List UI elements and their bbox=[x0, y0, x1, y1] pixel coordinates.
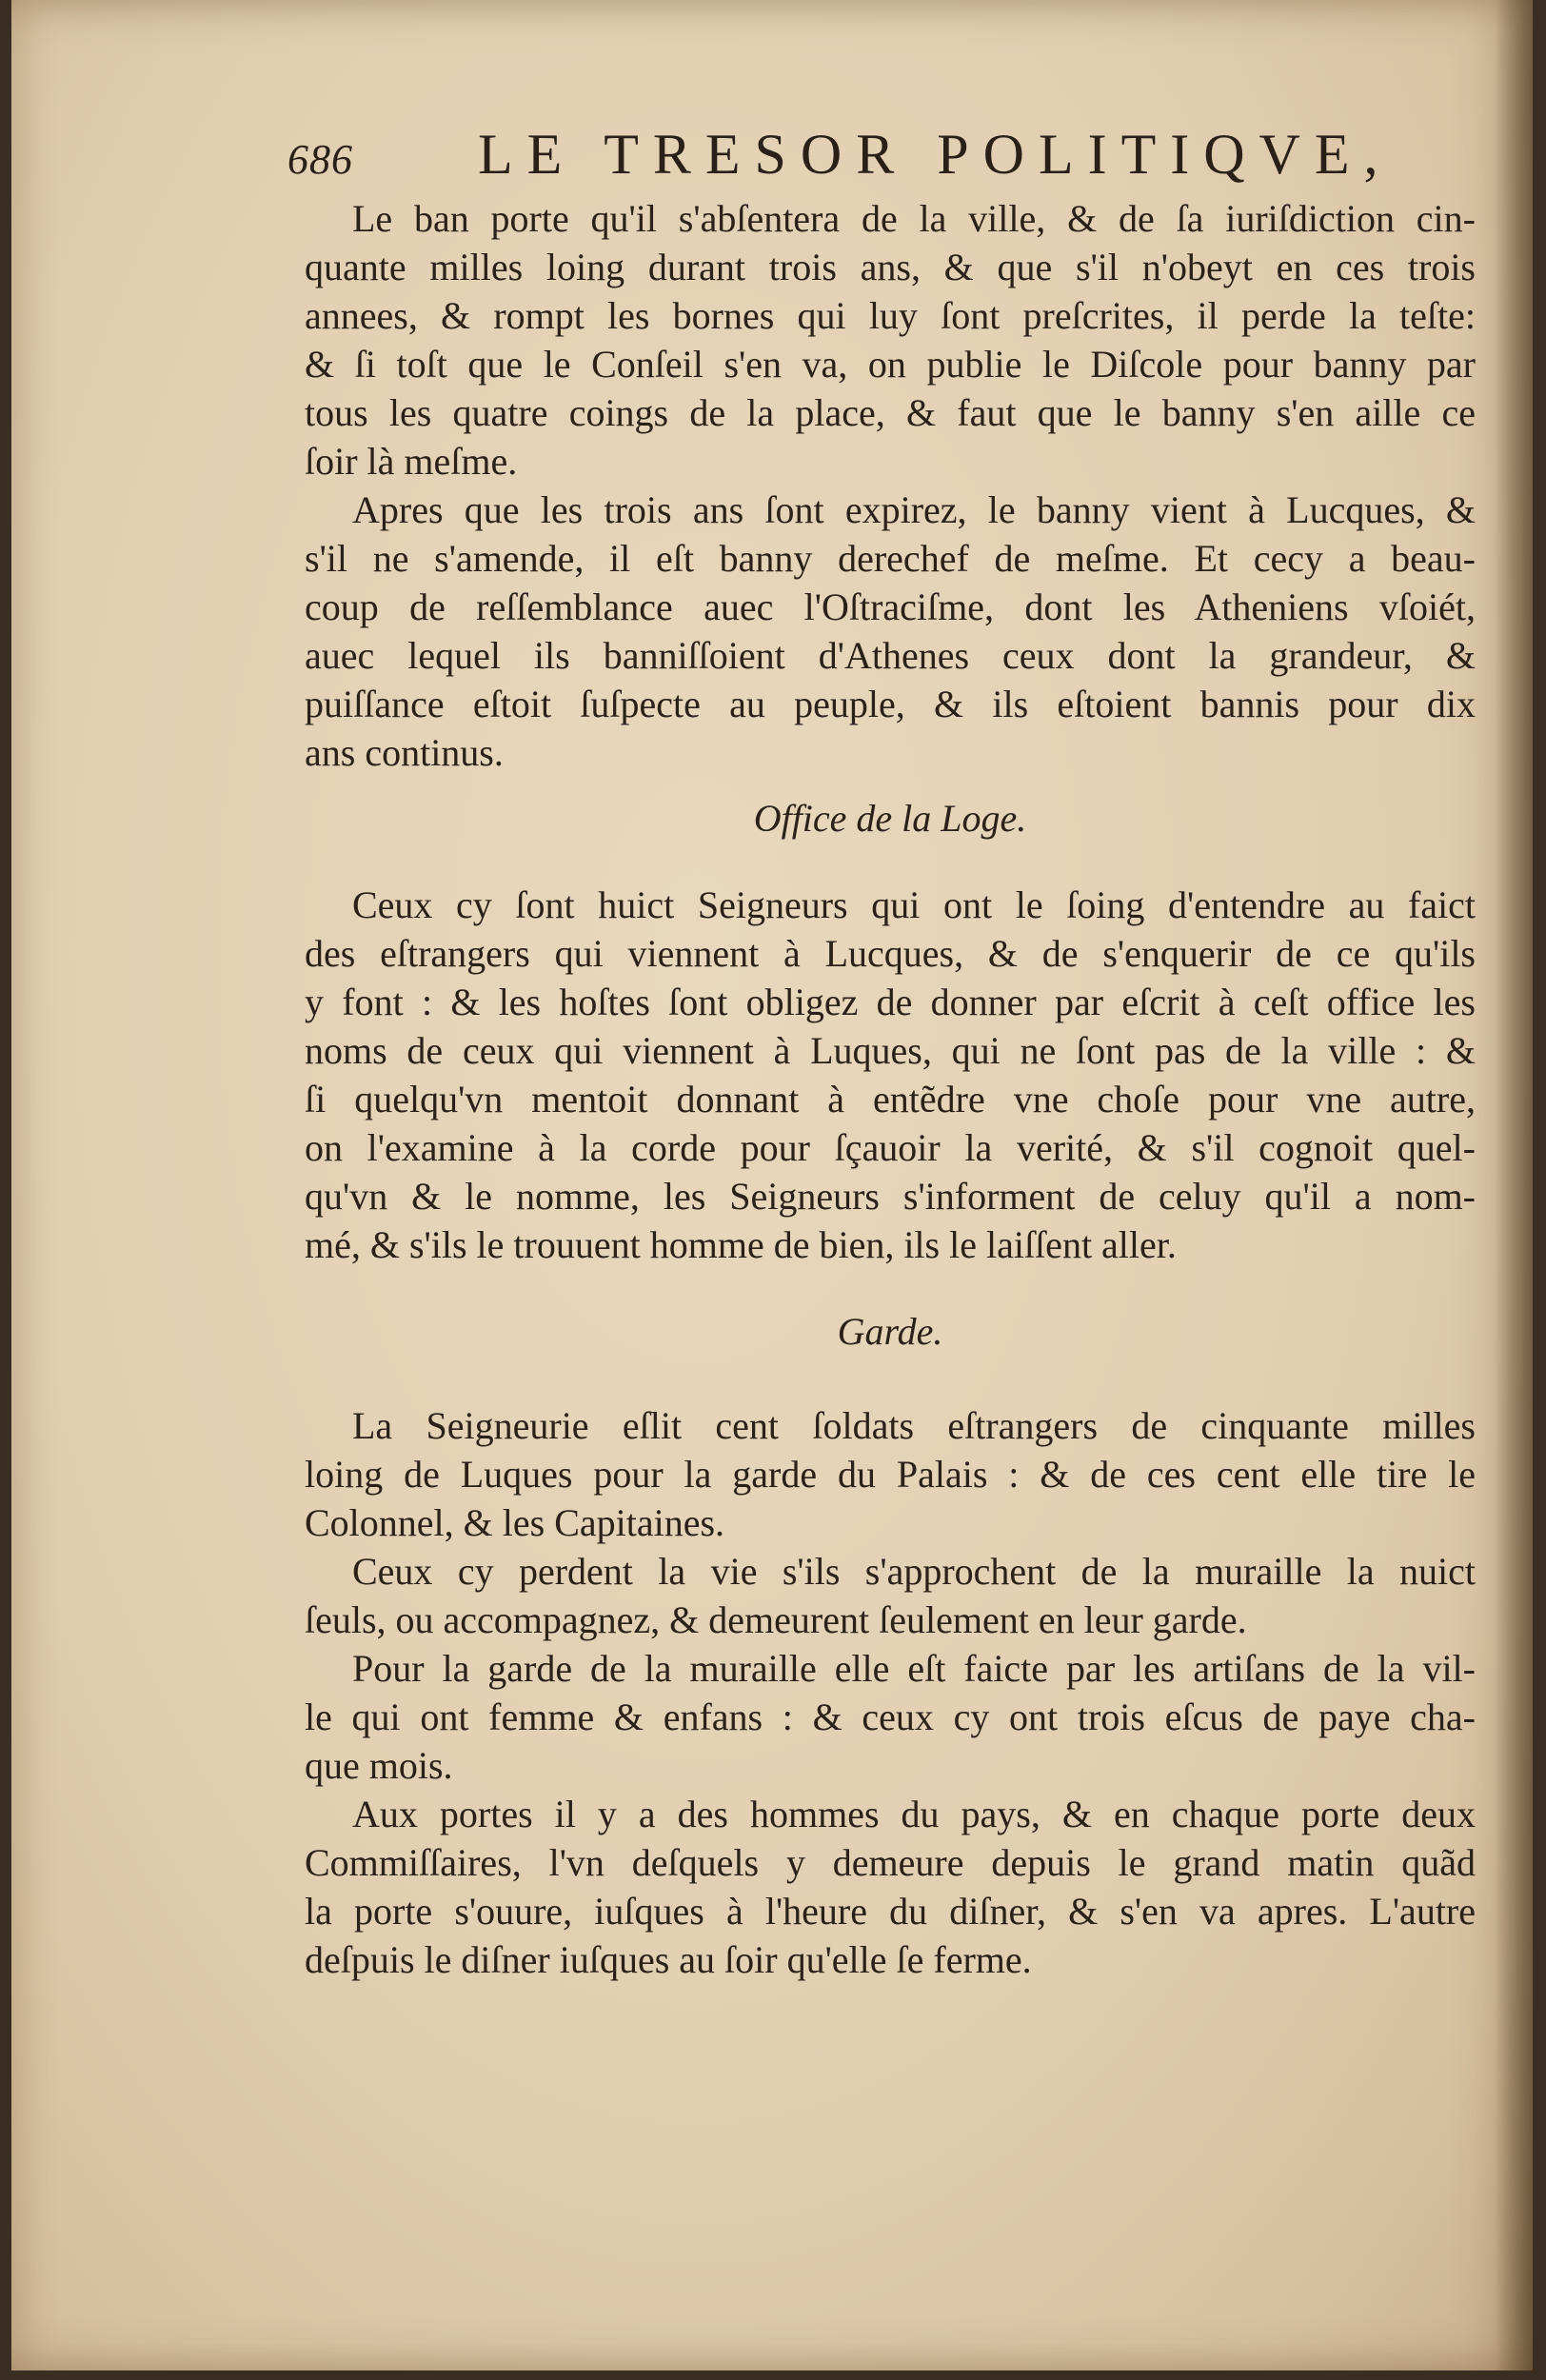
paragraph-6 bbox=[305, 1644, 1476, 1790]
page-header bbox=[287, 122, 1411, 188]
text-line: quante milles loing durant trois ans, & que s'il n'obeyt en ces trois bbox=[305, 246, 1476, 288]
text-line: que mois. bbox=[305, 1744, 453, 1787]
text-line: auec lequel ils banniſſoient d'Athenes ceux dont la grandeur, & bbox=[305, 634, 1476, 677]
text-line: on l'examine à la corde pour ſçauoir la verité, & s'il cognoit quel- bbox=[305, 1126, 1476, 1169]
paragraph-5 bbox=[305, 1547, 1476, 1644]
text-line: Aux portes il y a des hommes du pays, & en chaque porte deux bbox=[352, 1793, 1476, 1835]
text-line: Colonnel, & les Capitaines. bbox=[305, 1501, 725, 1544]
text-line: annees, & rompt les bornes qui luy ſont preſcrites, il perde la teſte: bbox=[305, 294, 1476, 337]
paragraph-2 bbox=[305, 486, 1476, 777]
paragraph-1 bbox=[305, 194, 1476, 486]
text-line: Pour la garde de la muraille elle eſt faicte par les artiſans de la vil- bbox=[352, 1647, 1476, 1690]
paragraph-7 bbox=[305, 1790, 1476, 1984]
text-line: ſeuls, ou accompagnez, & demeurent ſeulement en leur garde. bbox=[305, 1598, 1247, 1641]
text-line: mé, & s'ils le trouuent homme de bien, ils le laiſſent aller. bbox=[305, 1223, 1177, 1266]
text-line: y font : & les hoſtes ſont obligez de donner par eſcrit à ceſt office les bbox=[305, 981, 1476, 1023]
text-line: Ceux cy ſont huict Seigneurs qui ont le ſoing d'entendre au faict bbox=[352, 883, 1476, 926]
text-line: La Seigneurie eſlit cent ſoldats eſtrangers de cinquante milles bbox=[352, 1404, 1476, 1447]
book-page bbox=[11, 0, 1533, 2370]
text-line: des eſtrangers qui viennent à Lucques, & de s'enquerir de ce qu'ils bbox=[305, 932, 1476, 975]
text-line: deſpuis le diſner iuſques au ſoir qu'elle ſe ferme. bbox=[305, 1938, 1032, 1981]
text-line: Commiſſaires, l'vn deſquels y demeure depuis le grand matin quãd bbox=[305, 1841, 1476, 1884]
section-heading-loge: Office de la Loge. bbox=[753, 797, 1027, 840]
paragraph-3 bbox=[305, 881, 1476, 1269]
text-line: & ſi toſt que le Conſeil s'en va, on publie le Diſcole pour banny par bbox=[305, 343, 1476, 386]
text-line: coup de reſſemblance auec l'Oſtraciſme, dont les Atheniens vſoiét, bbox=[305, 585, 1476, 628]
text-line: Apres que les trois ans ſont expirez, le banny vient à Lucques, & bbox=[352, 488, 1476, 531]
text-line: s'il ne s'amende, il eſt banny derechef de meſme. Et cecy a beau- bbox=[305, 537, 1476, 580]
text-line: qu'vn & le nomme, les Seigneurs s'informent de celuy qu'il a nom- bbox=[305, 1175, 1476, 1218]
section-heading-garde: Garde. bbox=[837, 1310, 943, 1353]
page-gutter-shadow bbox=[1495, 0, 1533, 2370]
text-line: noms de ceux qui viennent à Luques, qui ne ſont pas de la ville : & bbox=[305, 1029, 1476, 1072]
running-title: LE TRESOR POLITIQVE, bbox=[478, 123, 1393, 186]
text-line: ſi quelqu'vn mentoit donnant à entẽdre vne choſe pour vne autre, bbox=[305, 1078, 1476, 1121]
text-line: la porte s'ouure, iuſques à l'heure du diſner, & s'en va apres. L'autre bbox=[305, 1890, 1476, 1933]
text-line: ans continus. bbox=[305, 731, 504, 774]
text-line: Le ban porte qu'il s'abſentera de la ville, & de ſa iuriſdiction cin- bbox=[352, 197, 1476, 240]
text-line: tous les quatre coings de la place, & faut que le banny s'en aille ce bbox=[305, 391, 1476, 434]
text-line: puiſſance eſtoit ſuſpecte au peuple, & ils eſtoient bannis pour dix bbox=[305, 683, 1476, 725]
text-line: le qui ont femme & enfans : & ceux cy ont trois eſcus de paye cha- bbox=[305, 1696, 1476, 1738]
body-text bbox=[305, 194, 1476, 1984]
page-number: 686 bbox=[287, 136, 353, 183]
text-line: ſoir là meſme. bbox=[305, 440, 518, 483]
paragraph-4 bbox=[305, 1401, 1476, 1547]
text-line: Ceux cy perdent la vie s'ils s'approchent de la muraille la nuict bbox=[352, 1550, 1476, 1593]
text-line: loing de Luques pour la garde du Palais : & de ces cent elle tire le bbox=[305, 1453, 1476, 1496]
